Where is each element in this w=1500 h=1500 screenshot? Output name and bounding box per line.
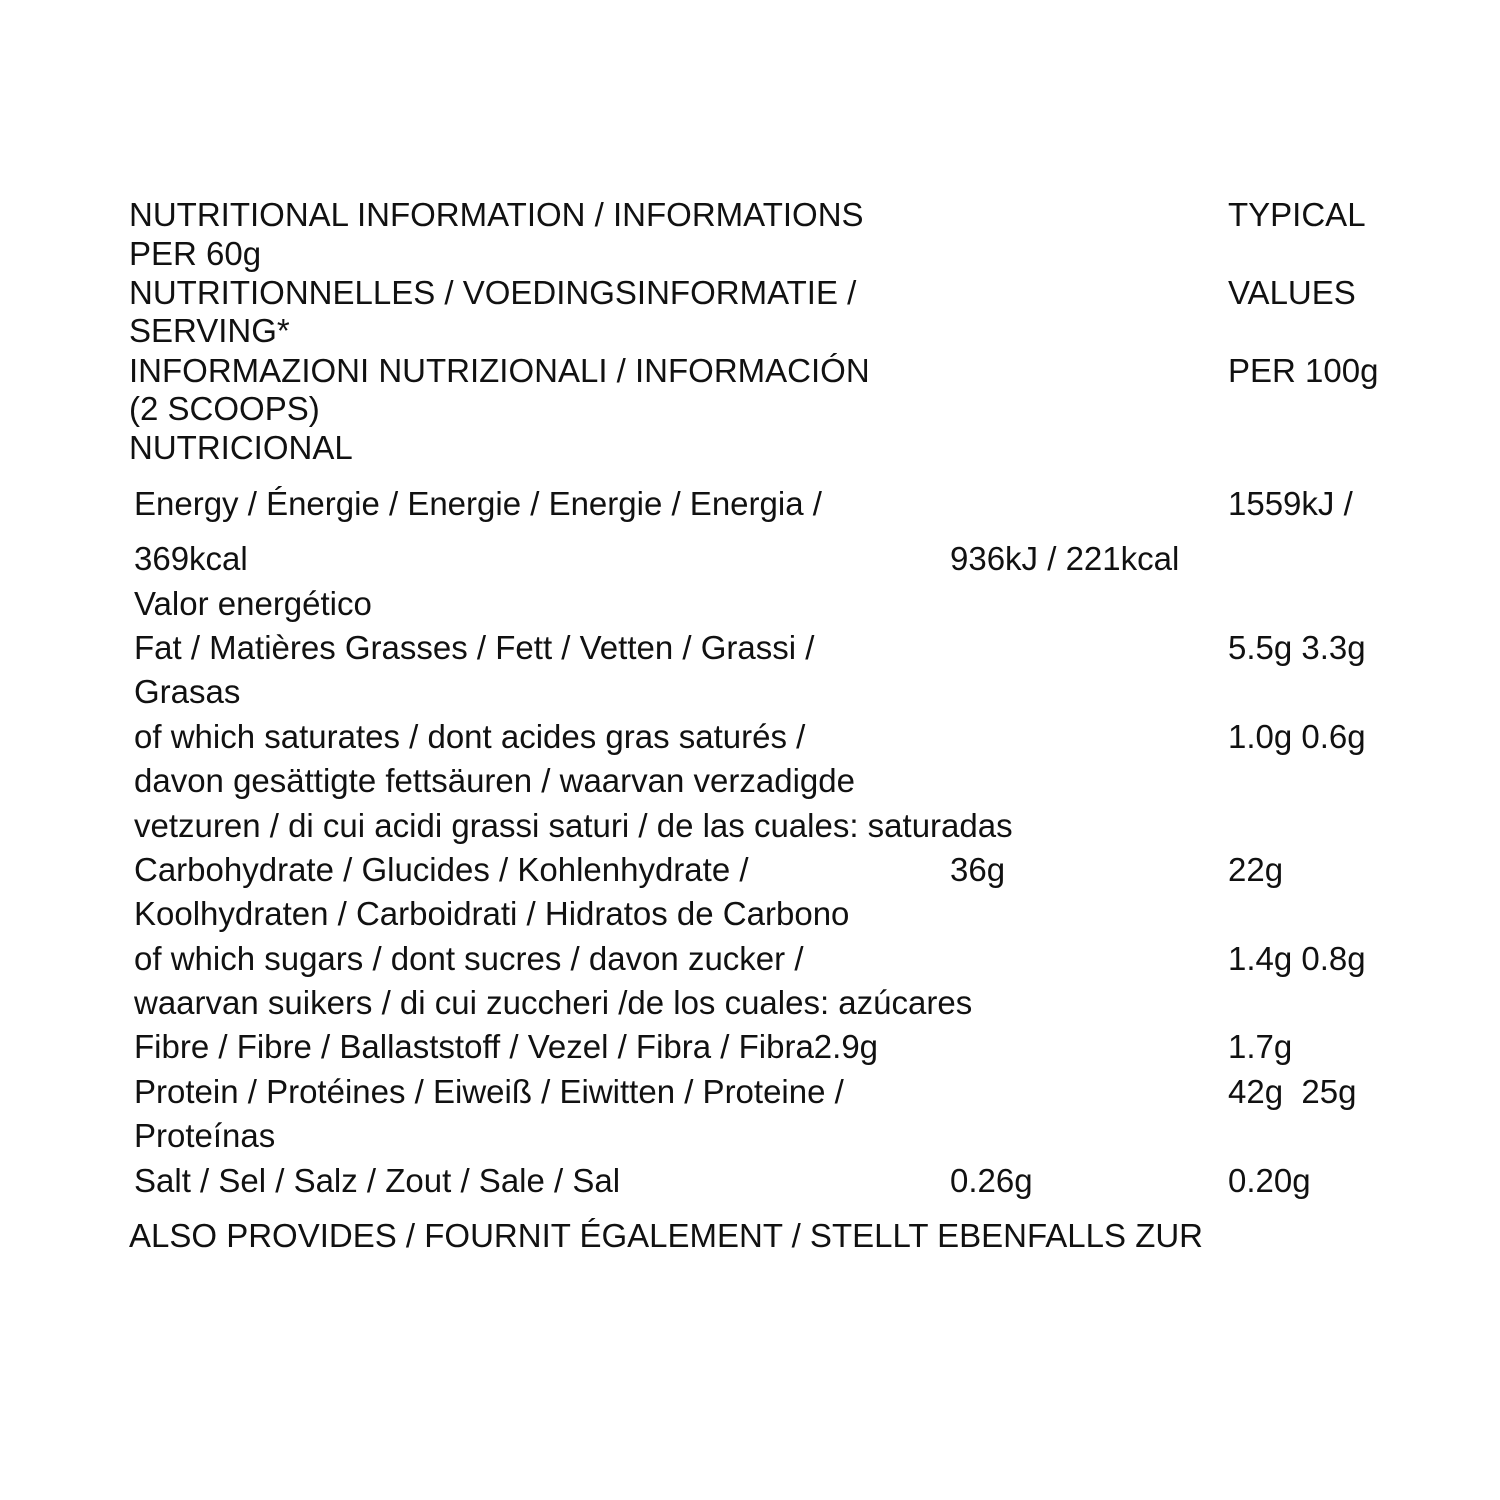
energy-per-serving: 936kJ / 221kcal (950, 540, 1180, 577)
carbohydrate-label-line-1: Carbohydrate / Glucides / Kohlenhydrate / (134, 851, 749, 888)
fibre-label: Fibre / Fibre / Ballaststoff / Vezel / Fibra / Fibra2.9g (134, 1028, 879, 1065)
saturates-label-line-2: davon gesättigte fettsäuren / waarvan verzadigde (134, 762, 855, 799)
carbohydrate-per-serving: 22g (1228, 851, 1284, 888)
saturates-values: 1.0g 0.6g (1228, 718, 1366, 755)
sugars-values: 1.4g 0.8g (1228, 940, 1366, 977)
saturates-label-line-3: vetzuren / di cui acidi grassi saturi / de las cuales: saturadas (134, 807, 1013, 844)
fat-label-line-2: Grasas (134, 673, 241, 710)
carbohydrate-per100: 36g (950, 851, 1006, 888)
protein-values: 42g 25g (1228, 1073, 1357, 1110)
header-serving-line-1: PER 60g (129, 235, 262, 272)
header-typical-label: TYPICAL (1228, 196, 1366, 233)
header-title-line-3: INFORMAZIONI NUTRIZIONALI / INFORMACIÓN (129, 352, 870, 389)
sugars-label-line-2: waarvan suikers / di cui zuccheri /de los cuales: azúcares (134, 984, 973, 1021)
header-serving-line-3: (2 SCOOPS) (129, 390, 320, 427)
header-values-label: VALUES (1228, 274, 1356, 311)
salt-per100: 0.26g (950, 1162, 1033, 1199)
also-provides-heading: ALSO PROVIDES / FOURNIT ÉGALEMENT / STELLT EBENFALLS ZUR (129, 1217, 1204, 1254)
energy-label-line-2: Valor energético (134, 585, 372, 622)
saturates-label-line-1: of which saturates / dont acides gras saturés / (134, 718, 806, 755)
fat-label-line-1: Fat / Matières Grasses / Fett / Vetten / Grassi / (134, 629, 815, 666)
energy-label-line-1: Energy / Énergie / Energie / Energie / Energia / (134, 485, 822, 522)
protein-label-line-1: Protein / Protéines / Eiweiß / Eiwitten / Proteine / (134, 1073, 844, 1110)
header-serving-line-2: SERVING* (129, 312, 290, 349)
fat-values: 5.5g 3.3g (1228, 629, 1366, 666)
energy-per100-part-2: 369kcal (134, 540, 248, 577)
header-title-line-4: NUTRICIONAL (129, 429, 353, 466)
fibre-per-serving: 1.7g (1228, 1028, 1293, 1065)
carbohydrate-label-line-2: Koolhydraten / Carboidrati / Hidratos de Carbono (134, 895, 850, 932)
sugars-label-line-1: of which sugars / dont sucres / davon zucker / (134, 940, 804, 977)
salt-label: Salt / Sel / Salz / Zout / Sale / Sal (134, 1162, 621, 1199)
header-title-line-1: NUTRITIONAL INFORMATION / INFORMATIONS (129, 196, 864, 233)
protein-label-line-2: Proteínas (134, 1117, 276, 1154)
header-title-line-2: NUTRITIONNELLES / VOEDINGSINFORMATIE / (129, 274, 857, 311)
energy-per100-part-1: 1559kJ / (1228, 485, 1353, 522)
salt-per-serving: 0.20g (1228, 1162, 1311, 1199)
header-per100-label: PER 100g (1228, 352, 1379, 389)
